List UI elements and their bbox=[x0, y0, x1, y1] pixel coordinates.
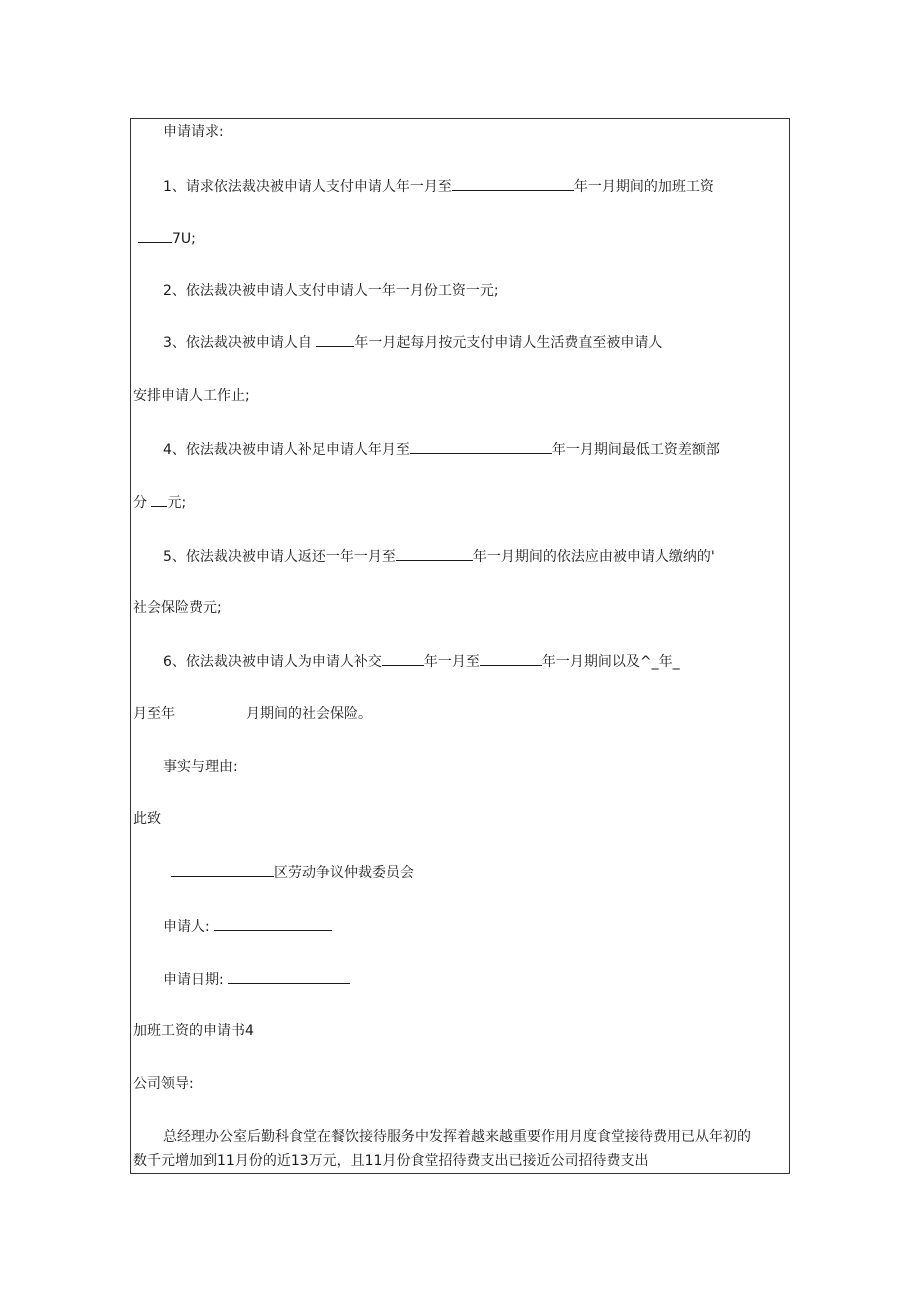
request-item-4-cont bbox=[133, 492, 186, 513]
request-item-1 bbox=[163, 176, 714, 197]
applicant-line bbox=[163, 916, 332, 937]
request-item-6-cont bbox=[133, 704, 372, 724]
request-item-1-cont bbox=[138, 228, 196, 249]
blank-line bbox=[138, 228, 172, 243]
item4-text-b: 年一月期间最低工资差额部 bbox=[551, 442, 720, 458]
date-line bbox=[163, 969, 350, 990]
request-item-6 bbox=[163, 651, 680, 672]
blank-line bbox=[410, 439, 552, 454]
item6-text-a: 6、依法裁决被申请人为申请人补交 bbox=[163, 654, 382, 670]
item5-text-a: 5、依法裁决被申请人返还一年一月至 bbox=[163, 549, 396, 565]
salutation: 公司领导: bbox=[133, 1076, 194, 1092]
blank-line bbox=[151, 492, 167, 507]
body-paragraph-line-2: 数千元增加到11月份的近13万元，且11月份食堂招待费支出已接近公司招待费支出 bbox=[133, 1153, 649, 1169]
body-paragraph-line-1: 总经理办公室后勤科食堂在餐饮接待服务中发挥着越来越重要作用月度食堂接待费用已从年初的 bbox=[163, 1129, 751, 1145]
closing-text: 此致 bbox=[133, 811, 161, 827]
item6-text-c: 年一月期间以及^_年_ bbox=[541, 654, 680, 670]
item4-text-a: 4、依法裁决被申请人补足申请人年月至 bbox=[163, 442, 410, 458]
section-title: 加班工资的申请书4 bbox=[133, 1023, 254, 1039]
request-item-4 bbox=[163, 439, 720, 460]
applicant-blank bbox=[214, 916, 332, 931]
blank-line bbox=[396, 546, 473, 561]
item6-text-e: 月期间的社会保险。 bbox=[246, 706, 372, 722]
blank-line bbox=[316, 332, 354, 347]
blank-line bbox=[452, 176, 574, 191]
applicant-label: 申请人: bbox=[163, 919, 210, 935]
document-frame bbox=[130, 118, 790, 1174]
blank-line bbox=[171, 862, 274, 877]
request-item-2: 2、依法裁决被申请人支付申请人一年一月份工资一元; bbox=[163, 283, 499, 299]
item5-text-b: 年一月期间的依法应由被申请人缴纳的' bbox=[472, 549, 715, 565]
item1-text-b: 年一月期间的加班工资 bbox=[573, 179, 714, 195]
committee-line bbox=[171, 862, 414, 883]
request-heading: 申请请求: bbox=[163, 124, 224, 140]
item4-text-c: 分 bbox=[133, 495, 147, 511]
request-item-5 bbox=[163, 546, 715, 567]
facts-heading: 事实与理由: bbox=[163, 759, 238, 775]
item6-text-d: 月至年 bbox=[133, 706, 175, 722]
committee-name: 区劳动争议仲裁委员会 bbox=[274, 865, 414, 881]
blank-line bbox=[382, 651, 424, 666]
request-item-3-cont: 安排申请人工作止; bbox=[133, 388, 250, 404]
item1-text-a: 1、请求依法裁决被申请人支付申请人年一月至 bbox=[163, 179, 452, 195]
request-item-5-cont: 社会保险费元; bbox=[133, 600, 222, 616]
request-item-3 bbox=[163, 332, 662, 353]
date-blank bbox=[228, 969, 350, 984]
item3-text-b: 年一月起每月按元支付申请人生活费直至被申请人 bbox=[354, 335, 663, 351]
item4-text-d: 元; bbox=[167, 495, 187, 511]
item1-text-c: 7U; bbox=[172, 231, 196, 247]
date-label: 申请日期: bbox=[163, 972, 224, 988]
item6-text-b: 年一月至 bbox=[423, 654, 480, 670]
blank-line bbox=[480, 651, 542, 666]
item3-text-a: 3、依法裁决被申请人自 bbox=[163, 335, 312, 351]
